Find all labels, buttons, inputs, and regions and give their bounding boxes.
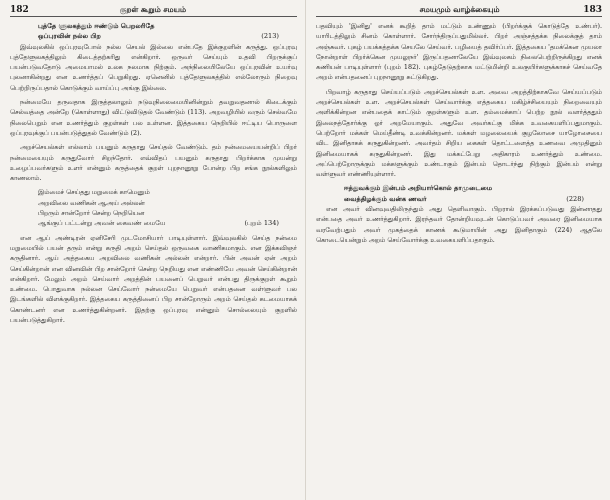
left-para-4: என ஆய் அண்டிரன் ஏனிசேரி முடமோசியார் பாடியுள்ளார். இவ்வுலகில் செய்த நன்மை மறுமையில் பயன் தரும் என்று கருதி அறம் செய்தல் ஒருவகை வாணிகமாகும். என இக்கவிஞர் கருதினார். ஆய் அத்தகைய அறவிலை வணிகன் அல்லன் என்றார். பின் அவன் ஏன் அறம் செய்கின்றான் என வினவின் பிற சான்றோர் சென்ற நெறியது என எண்ணியே அவன் செய்கின்றான் என்கிறார். மேலும் அறம் செய்வார் அறத்தின் பயனைப் பெறுவர் என்பது திருக்குறள் கூறும் உண்மை. பொதுவாக நல்லன செய்வோர் நன்மையே பெறுவர் என்பதனை வள்ளுவர் பல இடங்களில் விளக்குகிறார். இத்தகைய கருத்தினைப் பிற சான்றோரும் அறம் செய்தல் கடமையாகக் கொண்டனர் என உணர்த்துகின்றனர். இதற்கு ஒப்புரவு என்னும் சொல்லையும் குறளில் பயன்படுத்துகிறார். — [10, 233, 297, 325]
right-para-1: பதவியும் 'இனிது' எனக் கூறித் தாம் மட்டும் உண்ணும் (பிறர்க்குக் கொடுத்தே உண்பர்). யாரிடத்திலும் சினம் கொள்ளார். சோர்ந்திருப்பதுமில்லர். பிறர் அஞ்சத்தக்க நிலைக்குத் தாம் அஞ்சுவர். புகழ் பயக்கத்தக்க செயலே செய்வர். பழியைத் தவிர்ப்பர். இத்தகைய 'தமக்கென முயலா நோன்றாள் பிறர்க்கென முயலுநர்' இருப்பதனாலேயே இவ்வுலகம் நிலைபெற்றிருக்கிறது எனக் கணியன் பாடியுள்ளார் (புறம் 182). புகழ்தேடுதற்காக மட்டுமின்றி உலகுயிர்களுக்காகச் செய்வதே அறம் என்பதனைப் புறநானூறு சுட்டுகிறது. — [316, 22, 602, 82]
left-para-3: அறச்செயல்கள் எல்லாம் பயனும் கருதாது செய்தல் வேண்டும். தம் நன்மையையன்றிப் பிறர் நன்மையையும் கருதுவோர் சிறந்தோர். எவ்விதப் பயனும் கருதாது பிறர்க்காக முயன்று உழைப்பவர்களும் உளர் என்னும் கருத்தைக் குறள் புறநானூறு போன்ற பிற சங்க நூல்களிலும் காணலாம். — [10, 143, 297, 183]
left-verse1-line1: புத்தே ளுலகத்தும் ஈண்டும் பெறலரிதே — [38, 22, 155, 30]
right-running-title: சமயமும் வாழ்க்கையும் — [419, 5, 500, 14]
right-verse1-ref: (228) — [566, 194, 584, 203]
right-verse1-line2: வைத்திழக்கும் வன்க ணவர் (228) — [316, 194, 602, 204]
left-running-title: குறள் கூறும் சமயம் — [119, 5, 186, 14]
left-page-number: 182 — [10, 5, 29, 15]
left-verse1-line2: ஒப்புரவின் நல்ல பிற (213) — [10, 31, 297, 41]
left-verse2-line4: ஆங்குப் பட்டன்று அவன் கைவண் மையே — [38, 219, 166, 228]
left-verse2 — [10, 187, 297, 228]
right-para-3: என அவர் வினவுவதிலிருந்தும் அது தெளிவாகும். பிறரால் இரக்கப்படுவது இன்னாதது என்பதை அவர் உணர்த்துகிறார். இரந்தவர் தோன்றியவுடன் கொடுப்பவர் அவரை இனிமையாக வரவேற்பதும் அவர் முகத்தைக் காணக் கூடுமாயின் அது இனிதாகும் (224) ஆதலே கொடையென்றும் அறம் செய்வோர்க்கு உவகையளிப்பதாகும். — [316, 205, 602, 244]
right-page-number: 183 — [583, 5, 602, 15]
right-page — [305, 0, 610, 500]
right-page-header — [316, 4, 602, 17]
left-verse2-line2: அறவிலை வணிகன் ஆஅய் அல்லன் — [38, 198, 145, 207]
left-verse1-ref: (213) — [261, 32, 279, 41]
left-verse2-ref: (புறம் 134) — [244, 219, 279, 228]
left-para-1: இவ்வுலகில் ஒப்புரவுபோல் நல்ல செயல் இல்லை என்பதே இக்குறளின் கருத்து. ஒப்புரவு புத்தேளுலகத்திலும் கிடைத்தற்கரிது என்கிறார். ஒருவர் செய்யும் உதவி பிறருக்குப் பயன்படுவதோடு அமையாமல் உலக நலமாக நிற்கும். அந்நிலையிலேயே ஒப்புரவின் உயர்வு புலனாகின்றது என உணர்த்தப் பெறுகிறது. ஏனெனில் புத்தேளுலகத்தில் எல்லோரும் நிறைவு பெற்றிருப்பதால் கொடுக்கும் வாய்ப்பு அங்கு இல்லை. — [10, 42, 297, 92]
right-verse1-line1: ஈத்துவக்கும் இன்பம் அறியார்கொல் தாமுடைமை — [344, 184, 493, 193]
right-para-2: பிறவாழ் கருதாது செய்யப்படும் அறச்செயல்கள் உள. அவை அறத்திற்காகவே செய்யப்படும் அறச்செயல்கள் உள. அறச்செயல்கள் செய்வார்க்கு எத்தகைய மகிழ்ச்சியையும் நிறைவையும் அளிக்கின்றன என்பதைக் காட்டும் குறள்களும் உள. தம்மைக்காப் பெற்ற நூல் வளர்த்ததும் இலைநத்தோர்க்கு ஓர் அறமேயாகும். அதுவே அவர்கட்கு மிக்க உவகையளிப்பதுமாகும். பெற்றோர் மக்கள் மெய்தீண்டி உவக்கின்றனர். மக்கள் மழலையைக் குழலோசை யாழோசையை விட இனிதாகக் கருதுகின்றனர். அவர்தம் சிறிய கைகள் தொட்டளைத்த உணவை அமுதினும் இனிமையாகக் கருதுகின்றனர். இது மக்கட்பேறு அதிகாரம் உணர்த்தும் உண்மை. அப்பெற்றோருக்கும் மக்களுக்கும் உண்டாகும் இன்பம் தொடர்ந்து நிற்கும் இன்பம் என்று வள்ளுவர் எண்ணியுள்ளார். — [316, 87, 602, 179]
left-verse2-line3: பிறரும் சான்றோர் சென்ற நெறியென — [38, 209, 145, 218]
left-para-2: நன்மையே தருவதாக இருத்தலாலும் நடுவுநிலைமையினின்றும் தவறுவதனால் கிடைக்கும் செல்வத்தை அன்றே (கொள்ளாது) விட்டுவிடுதல் வேண்டும் (113). அறவழியில் வரும் செல்வமே நிலைபெறும் என உணர்த்தும் குறள்கள் பல உள்ளன. இத்தகைய நெறியில் ஈட்டிய பொருளை ஒப்புரவுக்குப் பயன்படுத்துதல் வேண்டும் (2). — [10, 98, 297, 137]
left-page-header — [10, 4, 297, 17]
left-verse2-line4-row — [10, 218, 297, 228]
left-verse2-line1: இம்மைச் செய்தது மறுமைக் காமெனும் — [38, 188, 150, 197]
